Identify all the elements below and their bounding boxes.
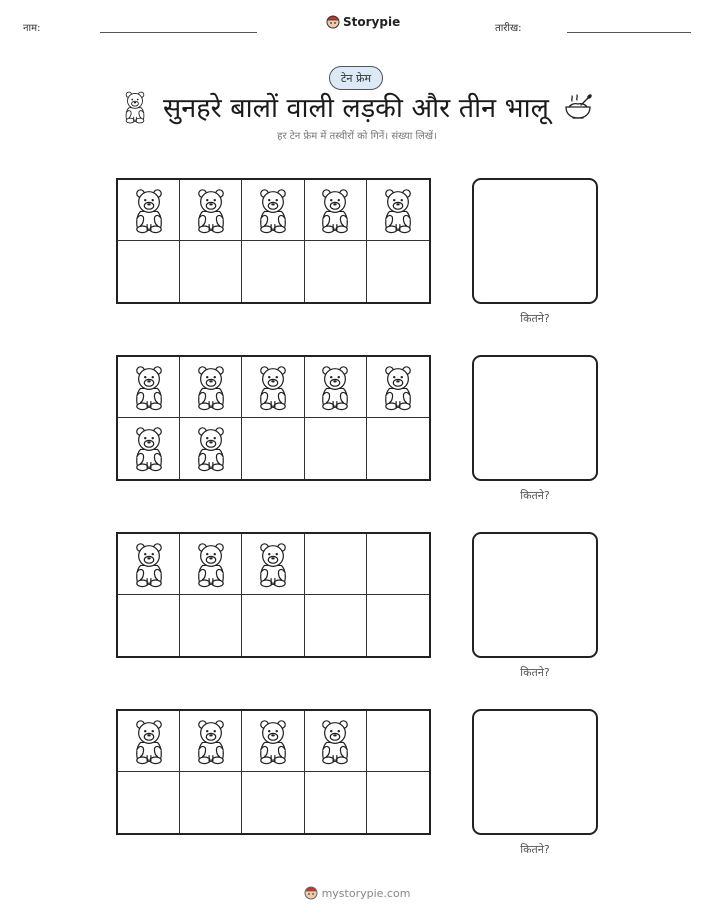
ten-frame-cell — [367, 711, 429, 772]
answer-box-4[interactable] — [472, 709, 598, 835]
name-field[interactable] — [100, 32, 257, 33]
ten-frame-3 — [116, 532, 431, 658]
bear-icon — [316, 364, 354, 411]
bear-icon — [254, 364, 292, 411]
ten-frame-cell — [180, 180, 242, 241]
bear-icon — [254, 541, 292, 588]
ten-frame-cell — [242, 180, 304, 241]
ten-frame-cell — [367, 534, 429, 595]
ten-frame-cell — [242, 357, 304, 418]
name-label: नाम: — [23, 23, 41, 34]
bear-icon — [316, 187, 354, 234]
instructions: हर टेन फ्रेम में तस्वीरों को गिनें। संख्या लिखें। — [277, 131, 437, 142]
date-field[interactable] — [567, 32, 691, 33]
ten-frame-cell — [180, 595, 242, 656]
ten-frame-cell — [118, 418, 180, 479]
storypie-mascot-icon — [326, 14, 340, 30]
ten-frame-cell — [367, 418, 429, 479]
ten-frame-cell — [367, 241, 429, 302]
ten-frame-cell — [367, 180, 429, 241]
bear-icon — [130, 187, 168, 234]
ten-frame-cell — [242, 534, 304, 595]
storypie-mascot-icon — [304, 885, 318, 901]
ten-frame-cell — [242, 711, 304, 772]
bear-icon — [316, 718, 354, 765]
bear-icon — [130, 364, 168, 411]
ten-frame-cell — [118, 357, 180, 418]
ten-frame-cell — [118, 772, 180, 833]
bear-icon — [379, 187, 417, 234]
ten-frame-cell — [180, 357, 242, 418]
ten-frame-cell — [180, 711, 242, 772]
how-many-label-3: कितने? — [520, 666, 550, 679]
ten-frame-cell — [180, 418, 242, 479]
page-title: सुनहरे बालों वाली लड़की और तीन भालू — [163, 93, 549, 124]
ten-frame-cell — [305, 418, 367, 479]
bear-icon — [192, 425, 230, 472]
ten-frame-cell — [367, 595, 429, 656]
ten-frame-cell — [305, 534, 367, 595]
bear-icon — [192, 541, 230, 588]
brand-name: Storypie — [343, 15, 401, 29]
footer-url[interactable]: mystorypie.com — [321, 886, 411, 900]
ten-frame-cell — [180, 772, 242, 833]
bear-icon — [192, 187, 230, 234]
ten-frame-cell — [305, 711, 367, 772]
ten-frame-1 — [116, 178, 431, 304]
answer-box-3[interactable] — [472, 532, 598, 658]
ten-frame-cell — [118, 534, 180, 595]
date-label: तारीख: — [495, 23, 522, 34]
how-many-label-2: कितने? — [520, 489, 550, 502]
ten-frame-cell — [305, 772, 367, 833]
ten-frame-cell — [118, 711, 180, 772]
ten-frame-cell — [305, 241, 367, 302]
ten-frame-cell — [242, 241, 304, 302]
bear-icon — [121, 90, 149, 124]
bear-icon — [192, 718, 230, 765]
ten-frame-cell — [367, 772, 429, 833]
footer — [0, 885, 714, 901]
ten-frame-cell — [180, 241, 242, 302]
ten-frame-cell — [180, 534, 242, 595]
how-many-label-1: कितने? — [520, 312, 550, 325]
ten-frame-cell — [118, 595, 180, 656]
answer-box-2[interactable] — [472, 355, 598, 481]
bear-icon — [130, 425, 168, 472]
porridge-bowl-icon — [563, 92, 593, 122]
bear-icon — [254, 187, 292, 234]
bear-icon — [130, 718, 168, 765]
ten-frame-2 — [116, 355, 431, 481]
ten-frame-cell — [367, 357, 429, 418]
bear-icon — [254, 718, 292, 765]
answer-box-1[interactable] — [472, 178, 598, 304]
bear-icon — [130, 541, 168, 588]
ten-frame-cell — [305, 180, 367, 241]
how-many-label-4: कितने? — [520, 843, 550, 856]
ten-frame-cell — [242, 418, 304, 479]
ten-frame-cell — [305, 595, 367, 656]
ten-frame-cell — [305, 357, 367, 418]
brand-logo — [326, 14, 400, 30]
worksheet-type-badge: टेन फ्रेम — [329, 66, 383, 90]
ten-frame-cell — [242, 595, 304, 656]
bear-icon — [379, 364, 417, 411]
ten-frame-cell — [242, 772, 304, 833]
ten-frame-4 — [116, 709, 431, 835]
ten-frame-cell — [118, 180, 180, 241]
ten-frame-cell — [118, 241, 180, 302]
bear-icon — [192, 364, 230, 411]
title-row — [0, 88, 714, 125]
